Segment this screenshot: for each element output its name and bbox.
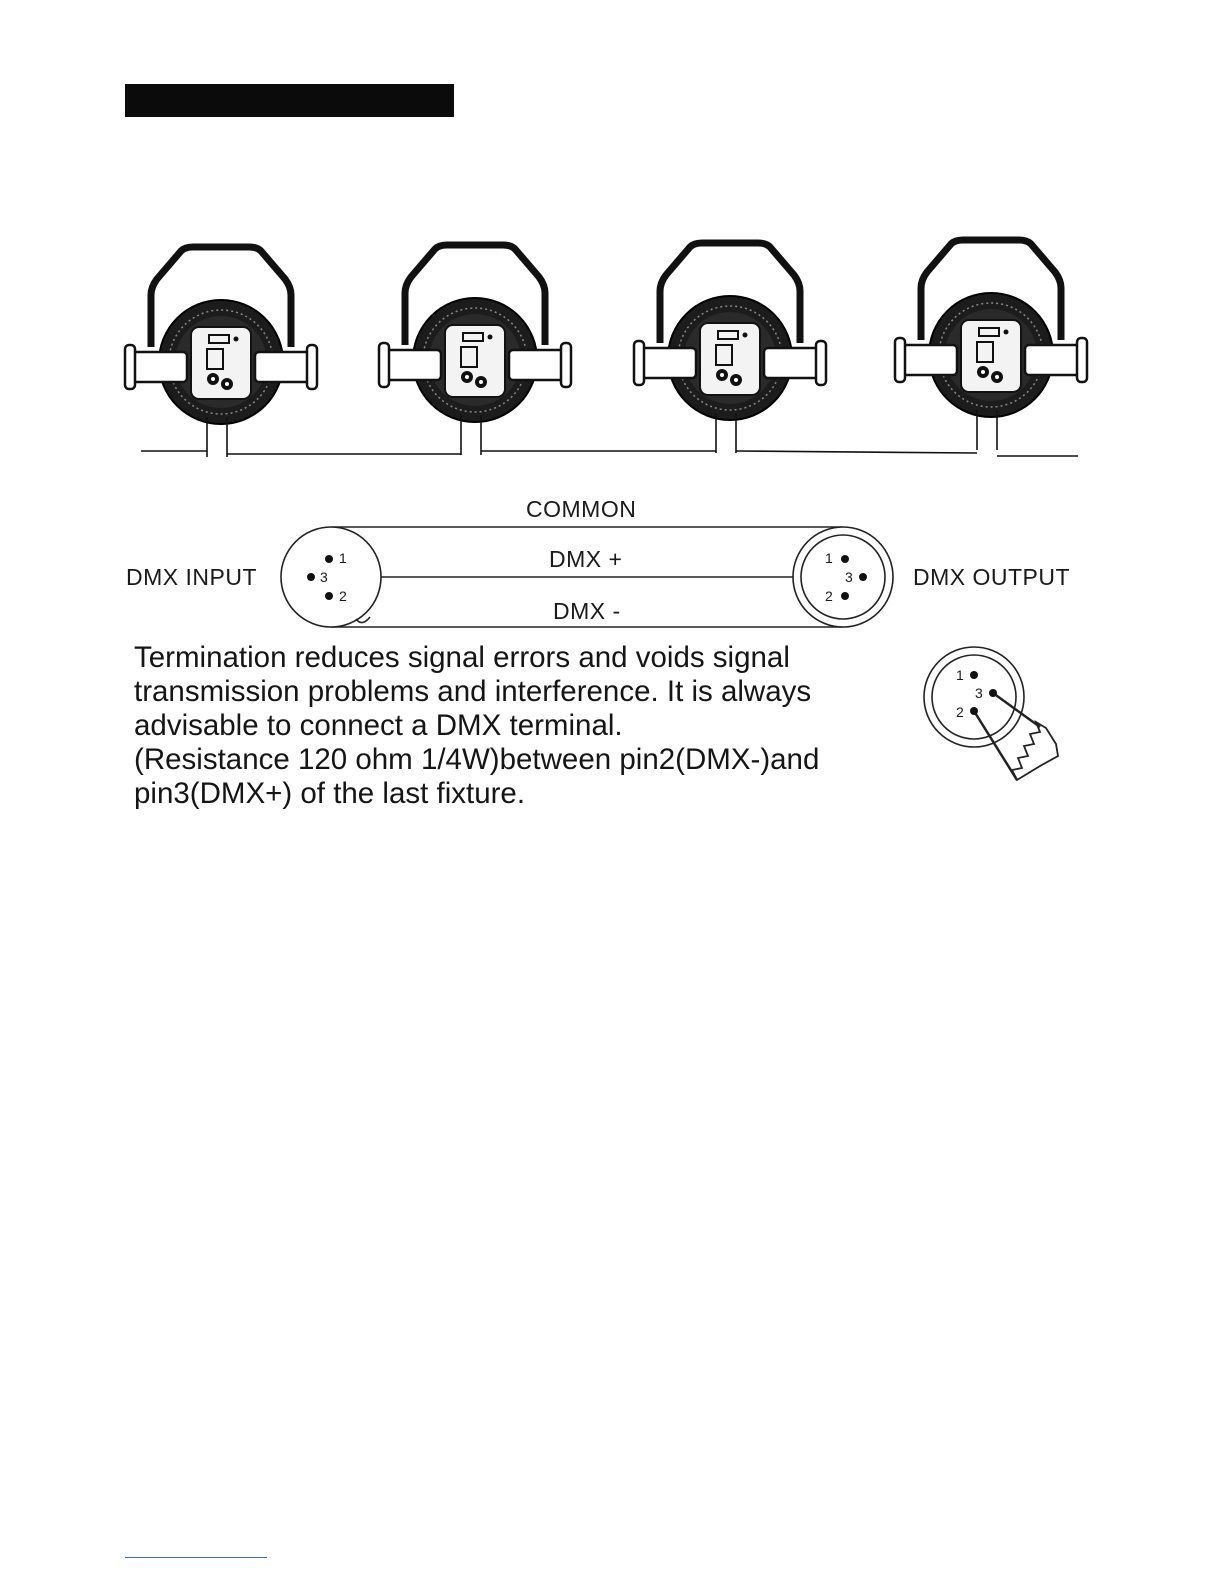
input-pin-2-label: 2 <box>339 588 347 604</box>
common-label: COMMON <box>526 496 637 522</box>
terminator-connector <box>924 647 1058 780</box>
fixture-1 <box>125 247 317 457</box>
note-line-4: (Resistance 120 ohm 1/4W)between pin2(DMX-)and <box>134 743 820 776</box>
output-pin-3-label: 3 <box>845 569 853 585</box>
dmx-output-label: DMX OUTPUT <box>913 564 1071 590</box>
terminator-pin-1-label: 1 <box>956 667 964 683</box>
note-line-1: Termination reduces signal errors and voids signal <box>134 641 790 674</box>
note-line-3: advisable to connect a DMX terminal. <box>134 709 623 742</box>
note-line-2: transmission problems and interference. It is always <box>134 675 812 708</box>
note-line-5: pin3(DMX+) of the last fixture. <box>134 777 526 810</box>
output-pin-2-label: 2 <box>825 588 833 604</box>
dmx-minus-label: DMX - <box>553 598 621 624</box>
fixture-3 <box>634 243 826 453</box>
input-pin-3-label: 3 <box>320 569 328 585</box>
fixture-4 <box>895 240 1087 450</box>
footer-rule <box>125 1557 267 1558</box>
output-pin-1-label: 1 <box>825 550 833 566</box>
fixture-2 <box>379 245 571 455</box>
dmx-input-label: DMX INPUT <box>126 564 257 590</box>
termination-note <box>134 641 924 811</box>
input-pin-1-label: 1 <box>339 550 347 566</box>
dmx-cable-chain <box>141 451 1078 456</box>
terminator-pin-2-label: 2 <box>956 704 964 720</box>
dmx-plus-label: DMX + <box>549 546 623 572</box>
terminator-pin-3-label: 3 <box>975 685 983 701</box>
